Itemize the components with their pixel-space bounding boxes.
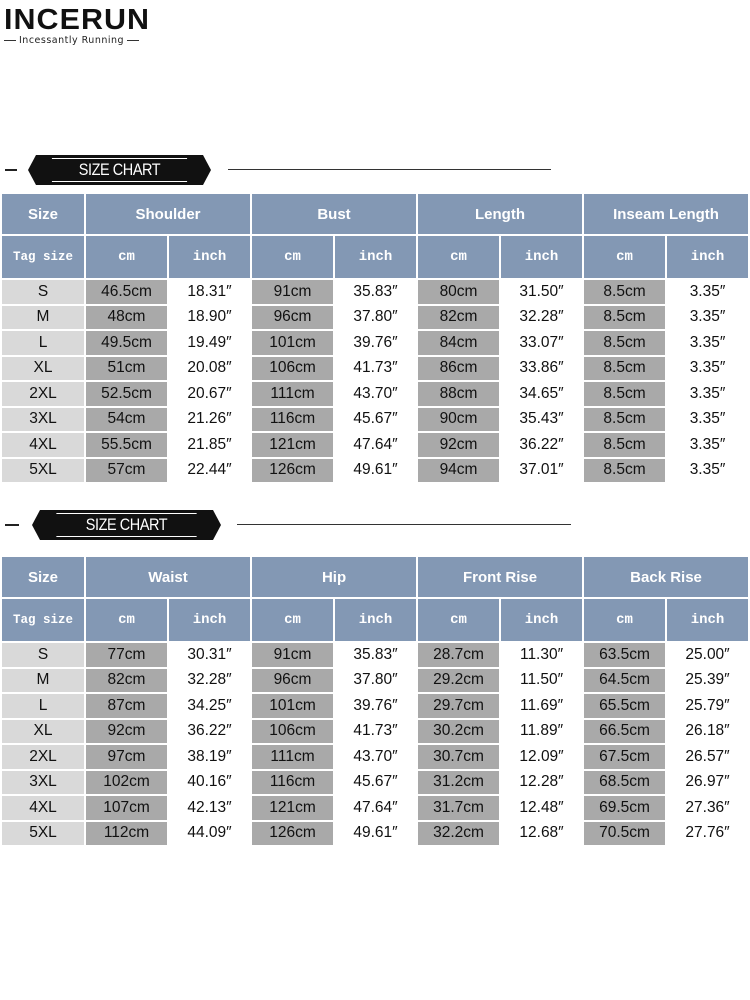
unit-cm: cm — [252, 236, 333, 278]
size-cell: 4XL — [2, 796, 84, 820]
table-row — [2, 745, 748, 769]
size-cell: 2XL — [2, 382, 84, 406]
col-header-back-rise: Back Rise — [584, 557, 748, 597]
cm-value-cell: 8.5cm — [584, 306, 665, 330]
inch-value-cell: 3.35″ — [667, 459, 748, 483]
size-cell: XL — [2, 357, 84, 381]
cm-value-cell: 91cm — [252, 280, 333, 304]
inch-value-cell: 11.89″ — [501, 720, 582, 744]
inch-value-cell: 11.69″ — [501, 694, 582, 718]
cm-value-cell: 92cm — [86, 720, 167, 744]
size-cell: L — [2, 331, 84, 355]
size-cell: L — [2, 694, 84, 718]
inch-value-cell: 42.13″ — [169, 796, 250, 820]
size-cell: M — [2, 306, 84, 330]
inch-value-cell: 37.01″ — [501, 459, 582, 483]
cm-value-cell: 112cm — [86, 822, 167, 846]
cm-value-cell: 101cm — [252, 694, 333, 718]
table-row — [2, 643, 748, 667]
size-cell: M — [2, 669, 84, 693]
tagline-dash-left — [4, 40, 16, 41]
inch-value-cell: 35.43″ — [501, 408, 582, 432]
cm-value-cell: 87cm — [86, 694, 167, 718]
size-cell: 3XL — [2, 408, 84, 432]
inch-value-cell: 11.30″ — [501, 643, 582, 667]
cm-value-cell: 96cm — [252, 669, 333, 693]
col-header-length: Length — [418, 194, 582, 234]
inch-value-cell: 18.90″ — [169, 306, 250, 330]
inch-value-cell: 32.28″ — [169, 669, 250, 693]
cm-value-cell: 28.7cm — [418, 643, 499, 667]
cm-value-cell: 54cm — [86, 408, 167, 432]
table-unit-row — [2, 236, 748, 278]
table-row — [2, 306, 748, 330]
table-header-row — [2, 194, 748, 234]
inch-value-cell: 12.28″ — [501, 771, 582, 795]
unit-inch: inch — [667, 599, 748, 641]
inch-value-cell: 27.76″ — [667, 822, 748, 846]
inch-value-cell: 49.61″ — [335, 459, 416, 483]
inch-value-cell: 3.35″ — [667, 331, 748, 355]
size-cell: XL — [2, 720, 84, 744]
inch-value-cell: 43.70″ — [335, 745, 416, 769]
inch-value-cell: 20.67″ — [169, 382, 250, 406]
inch-value-cell: 26.57″ — [667, 745, 748, 769]
inch-value-cell: 40.16″ — [169, 771, 250, 795]
size-chart-banner-bottom — [0, 508, 750, 542]
cm-value-cell: 82cm — [418, 306, 499, 330]
cm-value-cell: 116cm — [252, 771, 333, 795]
cm-value-cell: 80cm — [418, 280, 499, 304]
unit-cm: cm — [418, 236, 499, 278]
col-header-waist: Waist — [86, 557, 250, 597]
cm-value-cell: 48cm — [86, 306, 167, 330]
cm-value-cell: 57cm — [86, 459, 167, 483]
unit-cm: cm — [252, 599, 333, 641]
table-row — [2, 771, 748, 795]
inch-value-cell: 19.49″ — [169, 331, 250, 355]
cm-value-cell: 55.5cm — [86, 433, 167, 457]
cm-value-cell: 116cm — [252, 408, 333, 432]
unit-inch: inch — [169, 599, 250, 641]
cm-value-cell: 111cm — [252, 382, 333, 406]
unit-inch: inch — [501, 236, 582, 278]
cm-value-cell: 31.2cm — [418, 771, 499, 795]
cm-value-cell: 82cm — [86, 669, 167, 693]
banner-title: SIZE CHART — [52, 158, 187, 182]
size-chart-banner-top — [0, 153, 750, 187]
size-cell: 2XL — [2, 745, 84, 769]
cm-value-cell: 92cm — [418, 433, 499, 457]
col-header-shoulder: Shoulder — [86, 194, 250, 234]
table-row — [2, 459, 748, 483]
cm-value-cell: 8.5cm — [584, 357, 665, 381]
cm-value-cell: 121cm — [252, 433, 333, 457]
inch-value-cell: 25.79″ — [667, 694, 748, 718]
table-row — [2, 357, 748, 381]
inch-value-cell: 36.22″ — [169, 720, 250, 744]
cm-value-cell: 51cm — [86, 357, 167, 381]
size-cell: S — [2, 643, 84, 667]
banner-tail-line — [228, 169, 551, 170]
unit-cm: cm — [86, 236, 167, 278]
inch-value-cell: 3.35″ — [667, 357, 748, 381]
col-header-bust: Bust — [252, 194, 416, 234]
inch-value-cell: 38.19″ — [169, 745, 250, 769]
unit-cm: cm — [584, 599, 665, 641]
tag-size-label: Tag size — [2, 599, 84, 641]
cm-value-cell: 31.7cm — [418, 796, 499, 820]
cm-value-cell: 91cm — [252, 643, 333, 667]
size-table-bottom — [0, 555, 750, 847]
inch-value-cell: 18.31″ — [169, 280, 250, 304]
table-row — [2, 408, 748, 432]
table-row — [2, 280, 748, 304]
unit-cm: cm — [86, 599, 167, 641]
banner-lead-line — [5, 169, 17, 171]
inch-value-cell: 12.09″ — [501, 745, 582, 769]
cm-value-cell: 102cm — [86, 771, 167, 795]
table-header-row — [2, 557, 748, 597]
cm-value-cell: 111cm — [252, 745, 333, 769]
inch-value-cell: 3.35″ — [667, 382, 748, 406]
banner-plate — [40, 510, 213, 540]
cm-value-cell: 29.2cm — [418, 669, 499, 693]
inch-value-cell: 39.76″ — [335, 331, 416, 355]
inch-value-cell: 21.85″ — [169, 433, 250, 457]
inch-value-cell: 3.35″ — [667, 408, 748, 432]
unit-cm: cm — [418, 599, 499, 641]
size-cell: 3XL — [2, 771, 84, 795]
size-cell: 5XL — [2, 459, 84, 483]
inch-value-cell: 3.35″ — [667, 280, 748, 304]
inch-value-cell: 12.68″ — [501, 822, 582, 846]
tag-size-label: Tag size — [2, 236, 84, 278]
cm-value-cell: 8.5cm — [584, 433, 665, 457]
col-header-inseam-length: Inseam Length — [584, 194, 748, 234]
table-row — [2, 669, 748, 693]
cm-value-cell: 63.5cm — [584, 643, 665, 667]
cm-value-cell: 107cm — [86, 796, 167, 820]
inch-value-cell: 3.35″ — [667, 433, 748, 457]
cm-value-cell: 106cm — [252, 357, 333, 381]
inch-value-cell: 41.73″ — [335, 357, 416, 381]
cm-value-cell: 88cm — [418, 382, 499, 406]
cm-value-cell: 69.5cm — [584, 796, 665, 820]
unit-inch: inch — [501, 599, 582, 641]
inch-value-cell: 39.76″ — [335, 694, 416, 718]
cm-value-cell: 8.5cm — [584, 331, 665, 355]
inch-value-cell: 32.28″ — [501, 306, 582, 330]
cm-value-cell: 49.5cm — [86, 331, 167, 355]
unit-inch: inch — [335, 236, 416, 278]
inch-value-cell: 37.80″ — [335, 669, 416, 693]
col-header-front-rise: Front Rise — [418, 557, 582, 597]
cm-value-cell: 86cm — [418, 357, 499, 381]
inch-value-cell: 25.39″ — [667, 669, 748, 693]
table-row — [2, 382, 748, 406]
inch-value-cell: 33.07″ — [501, 331, 582, 355]
col-header-hip: Hip — [252, 557, 416, 597]
cm-value-cell: 8.5cm — [584, 382, 665, 406]
cm-value-cell: 97cm — [86, 745, 167, 769]
size-cell: 4XL — [2, 433, 84, 457]
cm-value-cell: 66.5cm — [584, 720, 665, 744]
brand-tagline-row — [4, 35, 184, 46]
inch-value-cell: 27.36″ — [667, 796, 748, 820]
cm-value-cell: 94cm — [418, 459, 499, 483]
cm-value-cell: 68.5cm — [584, 771, 665, 795]
cm-value-cell: 8.5cm — [584, 408, 665, 432]
inch-value-cell: 43.70″ — [335, 382, 416, 406]
cm-value-cell: 84cm — [418, 331, 499, 355]
cm-value-cell: 29.7cm — [418, 694, 499, 718]
inch-value-cell: 33.86″ — [501, 357, 582, 381]
inch-value-cell: 20.08″ — [169, 357, 250, 381]
cm-value-cell: 96cm — [252, 306, 333, 330]
inch-value-cell: 30.31″ — [169, 643, 250, 667]
table-row — [2, 331, 748, 355]
cm-value-cell: 106cm — [252, 720, 333, 744]
inch-value-cell: 12.48″ — [501, 796, 582, 820]
inch-value-cell: 35.83″ — [335, 280, 416, 304]
banner-title: SIZE CHART — [56, 513, 196, 537]
cm-value-cell: 77cm — [86, 643, 167, 667]
inch-value-cell: 3.35″ — [667, 306, 748, 330]
col-header-size: Size — [2, 557, 84, 597]
size-cell: 5XL — [2, 822, 84, 846]
cm-value-cell: 126cm — [252, 822, 333, 846]
cm-value-cell: 65.5cm — [584, 694, 665, 718]
cm-value-cell: 101cm — [252, 331, 333, 355]
inch-value-cell: 26.97″ — [667, 771, 748, 795]
inch-value-cell: 25.00″ — [667, 643, 748, 667]
brand-logo — [4, 5, 184, 46]
banner-plate — [36, 155, 203, 185]
cm-value-cell: 30.2cm — [418, 720, 499, 744]
brand-name: INCERUN — [4, 4, 151, 36]
table-row — [2, 796, 748, 820]
unit-inch: inch — [667, 236, 748, 278]
inch-value-cell: 11.50″ — [501, 669, 582, 693]
cm-value-cell: 8.5cm — [584, 459, 665, 483]
inch-value-cell: 22.44″ — [169, 459, 250, 483]
cm-value-cell: 8.5cm — [584, 280, 665, 304]
cm-value-cell: 126cm — [252, 459, 333, 483]
table-row — [2, 822, 748, 846]
inch-value-cell: 47.64″ — [335, 433, 416, 457]
cm-value-cell: 67.5cm — [584, 745, 665, 769]
inch-value-cell: 45.67″ — [335, 408, 416, 432]
cm-value-cell: 46.5cm — [86, 280, 167, 304]
cm-value-cell: 90cm — [418, 408, 499, 432]
inch-value-cell: 34.25″ — [169, 694, 250, 718]
inch-value-cell: 45.67″ — [335, 771, 416, 795]
cm-value-cell: 52.5cm — [86, 382, 167, 406]
unit-cm: cm — [584, 236, 665, 278]
banner-tail-line — [237, 524, 571, 525]
unit-inch: inch — [335, 599, 416, 641]
cm-value-cell: 64.5cm — [584, 669, 665, 693]
col-header-size: Size — [2, 194, 84, 234]
inch-value-cell: 36.22″ — [501, 433, 582, 457]
table-unit-row — [2, 599, 748, 641]
banner-lead-line — [5, 524, 19, 526]
cm-value-cell: 70.5cm — [584, 822, 665, 846]
inch-value-cell: 44.09″ — [169, 822, 250, 846]
inch-value-cell: 49.61″ — [335, 822, 416, 846]
cm-value-cell: 30.7cm — [418, 745, 499, 769]
cm-value-cell: 32.2cm — [418, 822, 499, 846]
table-row — [2, 433, 748, 457]
inch-value-cell: 37.80″ — [335, 306, 416, 330]
table-row — [2, 694, 748, 718]
cm-value-cell: 121cm — [252, 796, 333, 820]
unit-inch: inch — [169, 236, 250, 278]
inch-value-cell: 41.73″ — [335, 720, 416, 744]
table-row — [2, 720, 748, 744]
tagline-dash-right — [127, 40, 139, 41]
size-table-top — [0, 192, 750, 484]
inch-value-cell: 47.64″ — [335, 796, 416, 820]
inch-value-cell: 34.65″ — [501, 382, 582, 406]
size-cell: S — [2, 280, 84, 304]
inch-value-cell: 21.26″ — [169, 408, 250, 432]
inch-value-cell: 35.83″ — [335, 643, 416, 667]
inch-value-cell: 31.50″ — [501, 280, 582, 304]
inch-value-cell: 26.18″ — [667, 720, 748, 744]
brand-tagline: Incessantly Running — [19, 35, 125, 46]
